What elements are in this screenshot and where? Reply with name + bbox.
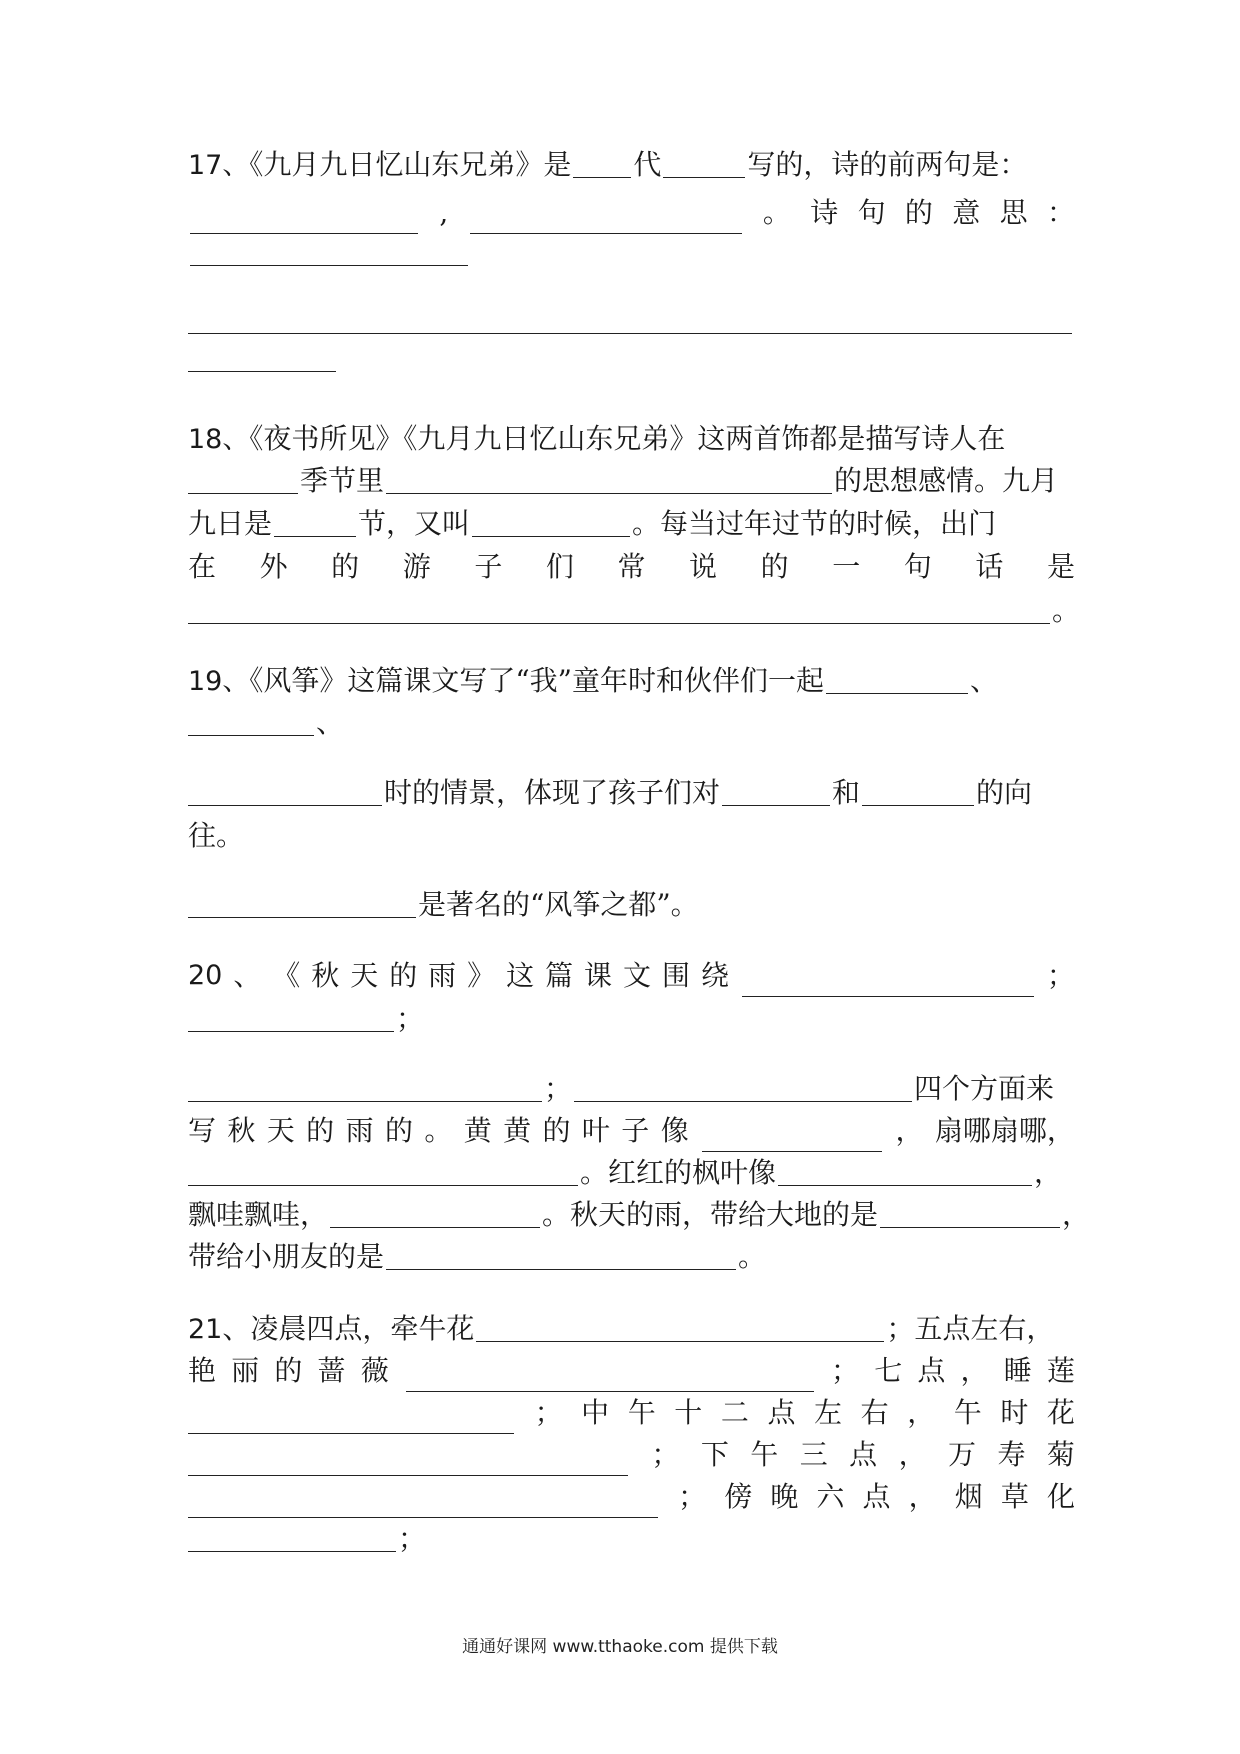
q20-line-1: 20 、 《 秋 天 的 雨 》 这 篇 课 文 围 绕 ； (188, 955, 1075, 997)
q18-line-2: 季节里 的思想感情。九月 (188, 460, 1075, 502)
q19-line-5: 是著名的“风筝之都”。 (188, 884, 1075, 926)
q17-line-3 (188, 232, 1075, 274)
q18-line-1: 18、《夜书所见》《九月九日忆山东兄弟》这两首饰都是描写诗人在 (188, 422, 1006, 455)
q19-line-3: 时的情景，体现了孩子们对 和 的向 (188, 772, 1075, 814)
q21-line-1: 21、凌晨四点，牵牛花 ；五点左右， (188, 1312, 1055, 1345)
blank[interactable] (476, 1340, 884, 1342)
blank[interactable] (188, 1184, 578, 1186)
blank[interactable] (188, 1030, 394, 1032)
question-number: 17、 (188, 150, 250, 181)
blank[interactable] (274, 535, 356, 537)
blank[interactable] (386, 492, 832, 494)
question-number: 20 (188, 960, 223, 991)
q20-line-5: 。红红的枫叶像 ， (188, 1152, 1075, 1194)
blank[interactable] (826, 692, 968, 694)
q19-line-1: 19、《风筝》这篇课文写了“我”童年时和伙伴们一起 、 (188, 664, 999, 697)
q21-line-4: ； 下 午 三 点 ， 万 寿 菊 (188, 1434, 1075, 1476)
q20-line-2: ； (188, 998, 1075, 1040)
blank[interactable] (778, 1184, 1032, 1186)
blank[interactable] (188, 916, 416, 918)
blank[interactable] (190, 264, 468, 266)
q20-line-7: 带给小朋友的是 。 (188, 1240, 767, 1273)
q20-line-6: 飘哇飘哇， 。秋天的雨，带给大地的是 ， (188, 1198, 1091, 1231)
blank[interactable] (574, 1100, 912, 1102)
blank[interactable] (742, 995, 1034, 997)
blank[interactable] (188, 1100, 542, 1102)
blank[interactable] (862, 804, 974, 806)
q21-line-6: ； (188, 1518, 1075, 1560)
q18-line-5: 。 (188, 590, 1075, 632)
q20-line-4: 写 秋 天 的 雨 的 。 黄 黄 的 叶 子 像 ， 扇哪扇哪， (188, 1110, 1075, 1152)
blank[interactable] (386, 1268, 736, 1270)
question-number: 18、 (188, 424, 250, 455)
q17-line-4 (188, 300, 1075, 342)
blank[interactable] (188, 804, 382, 806)
q20-line-3: ； 四个方面来 (188, 1068, 1075, 1110)
blank[interactable] (472, 535, 630, 537)
footer-credit: 通通好课网 www.tthaoke.com 提供下载 (462, 1637, 778, 1657)
blank[interactable] (663, 176, 745, 178)
q17-line-5 (188, 338, 1075, 380)
blank[interactable] (573, 176, 631, 178)
q21-line-5: ； 傍 晚 六 点 ， 烟 草 化 (188, 1476, 1075, 1518)
blank[interactable] (722, 804, 830, 806)
blank[interactable] (188, 1550, 396, 1552)
blank[interactable] (188, 734, 314, 736)
blank[interactable] (188, 332, 1072, 334)
blank[interactable] (188, 370, 336, 372)
q18-line-3: 九日是 节，又叫 。每当过年过节的时候，出门 (188, 507, 997, 540)
q21-line-3: ； 中 午 十 二 点 左 右 ， 午 时 花 (188, 1392, 1075, 1434)
blank[interactable] (188, 622, 1050, 624)
q17-line-2: , 。 诗 句 的 意 思 ： (188, 192, 1075, 234)
q18-line-4: 在 外 的 游 子 们 常 说 的 一 句 话 是 (188, 550, 1075, 583)
q19-line-2: 、 (188, 702, 1075, 744)
blank[interactable] (880, 1226, 1060, 1228)
q21-line-2: 艳 丽 的 蔷 薇 ； 七 点 ， 睡 莲 (188, 1350, 1075, 1392)
blank[interactable] (188, 492, 298, 494)
q17-line-1: 17、《九月九日忆山东兄弟》是 代 写的，诗的前两句是： (188, 148, 1028, 181)
blank[interactable] (330, 1226, 540, 1228)
question-number: 19、 (188, 666, 250, 697)
question-number: 21 (188, 1314, 223, 1345)
q19-line-4: 往。 (188, 819, 245, 852)
